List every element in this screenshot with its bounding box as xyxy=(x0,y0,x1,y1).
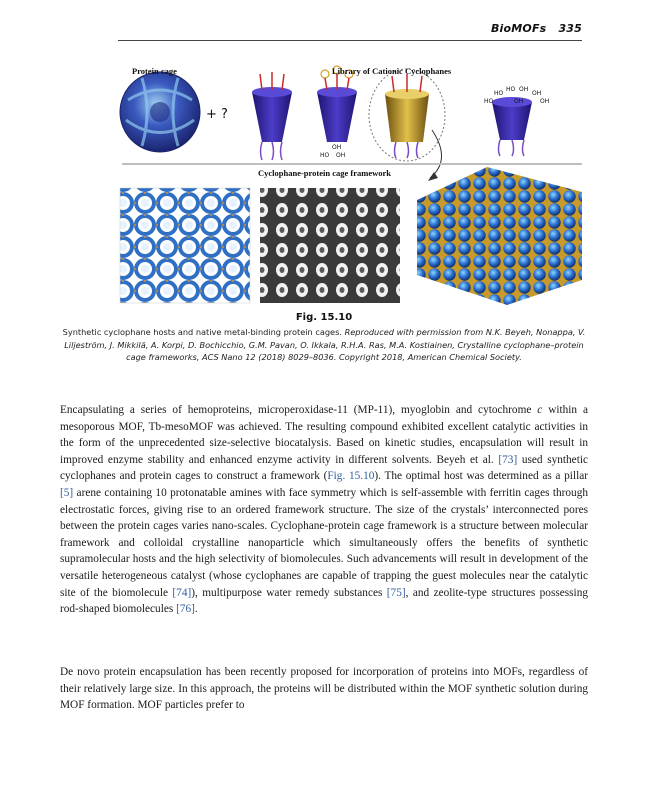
framework-lattice-panel xyxy=(120,188,250,303)
oh-label: OH xyxy=(532,90,542,97)
cyclophane-cup-1 xyxy=(252,72,292,160)
citation-link-76[interactable]: [76] xyxy=(176,603,195,616)
body-paragraph-2 xyxy=(60,664,588,714)
text: . xyxy=(194,603,198,616)
citation-link-73[interactable]: [73] xyxy=(498,453,518,466)
oh-label: HO xyxy=(506,86,516,93)
oh-label: OH xyxy=(540,98,550,105)
oh-label: HO xyxy=(484,98,494,105)
header-rule xyxy=(118,40,582,41)
figure-illustration xyxy=(112,60,582,305)
arrow-icon xyxy=(430,130,442,178)
citation-link-75[interactable]: [75] xyxy=(386,586,406,599)
label-plus-question: + ? xyxy=(206,107,228,122)
text: within a mesoporous MOF, Tb-mesoMOF was achieved. The resulting compound exhibited excellent catalytic activities in the form of the unprecedented size-selective biocatalysis. Based on kinetic studies, encapsulation will result in improved enzyme stability and enhanced enzyme activity in different solvents. Beyeh et al. xyxy=(60,404,588,466)
text: ). The optimal host was determined as a pillar xyxy=(374,470,588,483)
text: Encapsulating a series of hemoproteins, microperoxidase-11 (MP-11), myoglobin and cytochrome xyxy=(60,404,538,416)
figure-15-10 xyxy=(112,60,582,305)
citation-link-5[interactable]: [5] xyxy=(60,486,74,499)
oh-label: OH xyxy=(519,86,529,93)
page-number: 335 xyxy=(558,22,582,35)
oh-label: HO xyxy=(494,90,504,97)
figure-caption xyxy=(60,326,588,364)
label-cyclophane-library: Library of Cationic Cyclophanes xyxy=(332,66,452,76)
running-head xyxy=(491,22,582,35)
caption-text: Synthetic cyclophane hosts and native metal-binding protein cages. xyxy=(62,327,342,337)
body-paragraph-1 xyxy=(60,402,588,618)
oh-label: OH xyxy=(332,144,342,151)
caption-credit: Reproduced with permission from N.K. Beyeh, Nonappa, V. Liljeström, J. Mikkilä, A. Korpi, D. Bochicchio, G.M. Pavan, O. Ikkala, R.H.A. Ras, M.A. Kostiainen, Crystalline cyclophane–protein cage frameworks, ACS Nano 12 (2018) 8029–8036. Copyright 2018, American Chemical Society. xyxy=(64,327,586,362)
text: arene containing 10 protonatable amines with face symmetry which is self-assemble with ferritin cages through electrostatic forces, giving rise to an ordered framework structure. The size of the crystals’ interconnected pores between the protein cages varies nano-scales. Cyclophane-protein cage framework is a structure between molecular framework and colloidal crystalline nanoparticle which simultaneously offers the benefits of synthetic supramolecular hosts and the high selectivity of biomolecules. Such advancements will result in development of the versatile heterogeneous catalyst (whose cyclophanes are capable of trapping the guest molecules near the catalytic site of the biomolecule xyxy=(60,486,588,599)
citation-link-74[interactable]: [74] xyxy=(172,586,192,599)
figure-number: Fig. 15.10 xyxy=(295,312,353,323)
oh-label: OH xyxy=(514,98,524,105)
tem-image-panel xyxy=(260,188,400,303)
section-title: BioMOFs xyxy=(490,22,547,35)
cyclophane-cup-2 xyxy=(317,66,357,142)
oh-label: OH xyxy=(336,152,346,159)
label-framework: Cyclophane-protein cage framework xyxy=(258,168,391,178)
text: used synthetic cyclophanes and protein cages to construct a framework ( xyxy=(60,453,588,483)
text: , and zeolite-type structures possessing rod-shaped biomolecules xyxy=(60,586,588,616)
cyclophane-cup-4 xyxy=(492,97,532,156)
protein-cage-image xyxy=(120,72,200,152)
oh-label: HO xyxy=(320,152,330,159)
paragraph-text: De novo protein encapsulation has been recently proposed for incorporation of proteins into MOFs, regardless of their relatively large size. In this approach, the proteins will be distributed within the MOF synthetic solution during MOF formation. MOF particles prefer to xyxy=(60,666,588,712)
cyclophane-cup-gold xyxy=(369,69,445,161)
text: c xyxy=(537,404,543,416)
label-protein-cage: Protein cage xyxy=(132,66,177,76)
text: ), multipurpose water remedy substances xyxy=(191,586,387,599)
figure-link[interactable]: Fig. 15.10 xyxy=(327,470,375,483)
crystal-render-panel xyxy=(417,167,582,305)
